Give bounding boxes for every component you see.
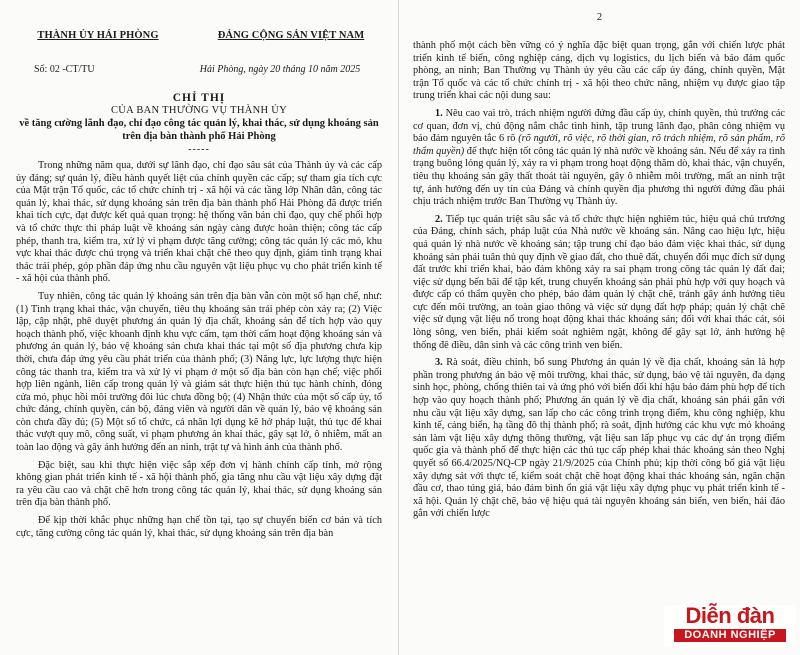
watermark-logo (664, 605, 796, 647)
paragraph: Tuy nhiên, công tác quản lý khoáng sản trên địa bàn vẫn còn một số hạn chế, như: (1) Tình trạng khai thác, vận chuyển, tiêu thụ khoáng sản trái phép còn xảy ra; (2) Việc lập, cập nhật, phê duyệt phương án quản lý địa chất, khoáng sản để tích hợp vào quy hoạch thành phố, việc khoanh định khu vực cấm, tạm thời cấm hoạt động khoáng sản và phương án quản lý, bảo vệ khoáng sản chưa khai thác tại một số địa phương chưa kịp thời, chưa đáp ứng yêu cầu phát triển của thành phố; (3) Năng lực, lực lượng thực hiện công tác thanh tra, kiểm tra và xử lý vi phạm ở một số địa bàn còn hạn chế; việc phối hợp liên ngành, liên cấp trong quản lý và giám sát thực hiện thủ tục hành chính, đóng cửa mỏ, phục hồi môi trường đôi lúc chưa đồng bộ; (4) Nhận thức của một số cấp ủy, tổ chức đảng, chính quyền, cán bộ, đảng viên và người dân về quản lý, bảo vệ khoáng sản còn chưa đầy đủ; (5) Một số tổ chức, cá nhân lợi dụng kẽ hở pháp luật, thủ tục để khai thác vượt quy mô, công suất, vi phạm phương án khai thác, gây sạt lở, ô nhiễm, mất an toàn lao động và gây ảnh hưởng đến an ninh, trật tự và hình ảnh của thành phố. (16, 290, 382, 454)
item-text: Rà soát, điều chỉnh, bổ sung Phương án quản lý về địa chất, khoáng sản là hợp phần trong phương án bảo vệ môi trường, khai thác, sử dụng, bảo vệ tài nguyên, đa dạng sinh học, phòng, chống thiên tai và ứng phó với biến đổi khí hậu bảo đảm phù hợp để tích hợp vào quy hoạch thành phố; Phương án quản lý về địa chất, khoáng sản phải gắn với nhu cầu vật liệu xây dựng, san lấp cho các công trình trọng điểm, khu công nghiệp, khu kinh tế, cảng biển, hạ tầng đô thị thành phố; rà soát, định hướng các khu vực mỏ khoáng sản làm vật liệu xây dựng thông thường, vật liệu san lấp phục vụ các dự án trọng điểm quốc gia và thành phố để thực hiện các thủ tục cấp phép khai thác khoáng sản theo Nghị quyết số 66.4/2025/NQ-CP ngày 21/9/2025 của Chính phủ; kịp thời công bố giá vật liệu xây dựng sát với thực tế, kiểm soát chặt chẽ hoạt động khai thác khoáng sản, ngăn chặn đầu cơ, thao túng giá, bảo đảm bình ổn giá vật liệu xây dựng phục vụ phát triển kinh tế - xã hội. Quản lý chặt chẽ, bảo vệ hiệu quả tài nguyên khoáng sản biển, ven biển, hải đảo gắn với chiến lược (413, 357, 786, 520)
item-number: 2. (435, 213, 443, 225)
issuing-organization: THÀNH ỦY HẢI PHÒNG (37, 30, 159, 41)
document-title: CHỈ THỊ (172, 92, 226, 104)
item-text: để thực hiện tốt công tác quản lý nhà nước về khoáng sản. Nếu để xảy ra tình trạng buông lỏng quản lý, xảy ra vi phạm trong hoạt động thăm dò, khai thác, vận chuyển, tiêu thụ khoáng sản gây thất thoát tài nguyên, gây ô nhiễm môi trường, mất an ninh trật tự, ảnh hưởng đến uy tín của Đảng và chính quyền địa phương thì người đứng đầu phải chịu trách nhiệm trước Ban Thường vụ Thành ủy. (413, 145, 786, 208)
watermark-title: Diễn đàn (685, 603, 775, 628)
item-number: 3. (435, 357, 443, 369)
party-name: ĐẢNG CỘNG SẢN VIỆT NAM (217, 30, 365, 41)
list-item (413, 108, 785, 209)
item-text: Nêu cao vai trò, trách nhiệm người đứng đầu cấp ủy, chính quyền, thủ trưởng các cơ quan, đơn vị, chủ động nắm chắc tình hình, tập trung lãnh đạo, phân công nhiệm vụ bảo đảm nguyên tắc 6 rõ (413, 107, 785, 145)
document-subtitle: CỦA BAN THƯỜNG VỤ THÀNH ỦY (110, 105, 288, 116)
page-1 (0, 0, 399, 655)
item-text-italic: (rõ người, rõ việc, rõ thời gian, rõ trách nhiệm, rõ sản phẩm, rõ thẩm quyền) (413, 133, 785, 157)
item-text: Tiếp tục quán triệt sâu sắc và tổ chức thực hiện nghiêm túc, hiệu quả chủ trương của Đảng, chính sách, pháp luật của Nhà nước về khoáng sản. Nâng cao hiệu lực, hiệu quả quản lý nhà nước về khoáng sản; tập trung chỉ đạo bảo đảm việc khai thác, sử dụng khoáng sản phải tuân thủ quy định về giao đất, cho thuê đất, chuyển đổi mục đích sử dụng đất trước khi triển khai, bảo đảm không xảy ra sai phạm trong công tác quản lý đất đai; việc sử dụng bến bãi để tập kết, trung chuyển khoáng sản phải phù hợp với quy hoạch và được cấp có thẩm quyền cho phép, bảo đảm quản lý chặt chẽ, tránh gây ảnh hưởng tiêu cực đến môi trường, an toàn giao thông và việc sử dụng đất hợp pháp; quản lý chặt chẽ việc sử dụng vật liệu nổ trong hoạt động khai thác khoáng sản; đối với khai thác cát, sỏi lòng sông, ven biển, phải kiểm soát nghiêm ngặt, không để gây sạt lở, ảnh hưởng hệ thống đê điều, dân sinh và các công trình ven biển. (413, 213, 785, 351)
right-body (413, 40, 785, 526)
paragraph: Để kịp thời khắc phục những hạn chế tồn tại, tạo sự chuyển biến cơ bản và tích cực, tăng cường công tác quản lý, khai thác, sử dụng khoáng sản trên địa bàn (16, 515, 382, 539)
document-number: Số: 02 -CT/TU (34, 64, 95, 75)
paragraph: thành phố một cách bền vững có ý nghĩa đặc biệt quan trọng, gắn với chiến lược phát triển kinh tế biển, công nghiệp cảng, dịch vụ logistics, du lịch biển và bảo đảm quốc phòng, an ninh; Ban Thường vụ Thành ủy yêu cầu các cấp ủy đảng, chính quyền, Mặt trận Tổ quốc và các tổ chức chính trị - xã hội theo chức năng, nhiệm vụ được giao tập trung triển khai các nội dung sau: (413, 40, 785, 102)
title-block (18, 92, 380, 155)
title-separator: ----- (188, 144, 210, 155)
page-number: 2 (596, 12, 603, 23)
watermark-subtitle: DOANH NGHIỆP (674, 629, 786, 642)
document-subject: về tăng cường lãnh đạo, chỉ đạo công tác quản lý, khai thác, sử dụng khoáng sản trên địa bàn thành phố Hải Phòng (19, 118, 379, 142)
paragraph: Đặc biệt, sau khi thực hiện việc sắp xếp đơn vị hành chính cấp tỉnh, mở rộng không gian phát triển kinh tế - xã hội thành phố, gia tăng nhu cầu vật liệu xây dựng đặt ra yêu cầu cao và chặt chẽ hơn trong công tác quản lý, khai thác, sử dụng khoáng sản trên địa bàn thành phố. (16, 459, 382, 509)
left-body (16, 160, 382, 545)
page-2 (399, 0, 800, 655)
place-date: Hải Phòng, ngày 20 tháng 10 năm 2025 (199, 64, 361, 75)
list-item (413, 214, 785, 353)
paragraph: Trong những năm qua, dưới sự lãnh đạo, chỉ đạo sâu sát của Thành ủy và các cấp ủy đảng; sự quản lý, điều hành quyết liệt của chính quyền các cấp; sự tham gia tích cực của Mặt trận Tổ quốc, các tổ chức chính trị - xã hội và các tầng lớp Nhân dân, công tác quản lý, khai thác, sử dụng khoáng sản trên địa bàn thành phố Hải Phòng đã được triển khai tích cực, đạt được kết quả quan trọng: hệ thống văn bản chỉ đạo, quy chế phối hợp và tổ chức thực thi pháp luật về khoáng sản ngày càng được hoàn thiện; công tác cấp phép, thanh tra, kiểm tra, xử lý vi phạm được tăng cường; công tác quản lý các mỏ, khu vực khai thác được chú trọng và triển khai chặt chẽ theo quy định, giảm tình trạng khai thác trái phép, góp phần đáp ứng nhu cầu nguyên vật liệu phục vụ cho phát triển kinh tế - xã hội của thành phố. (16, 160, 382, 285)
item-number: 1. (435, 107, 443, 119)
list-item (413, 357, 785, 521)
